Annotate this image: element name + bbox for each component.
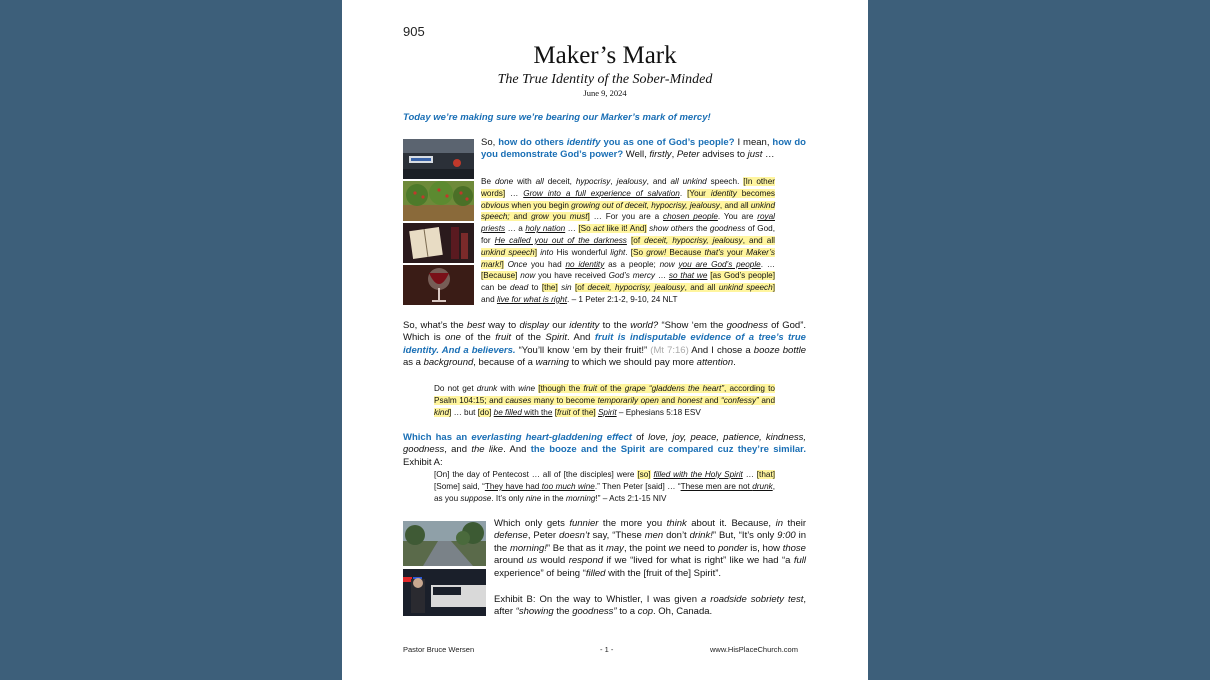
page-number: 905	[403, 24, 425, 39]
red-wine-glass-photo	[403, 265, 474, 305]
intro-paragraph: So, how do others identify you as one of God’s people? I mean, how do you demonstrate God’s power? Well, firstly, Peter advises to just …	[481, 137, 806, 161]
footer-page: - 1 -	[600, 645, 614, 654]
heart-gladdening-paragraph: Which has an everlasting heart-gladdening effect of love, joy, peace, patience, kindness, goodness, and the like. And the booze and the Spirit are compared cuz they’re similar. Exhibit A:	[403, 432, 806, 468]
bible-and-wine-photo	[403, 223, 474, 263]
sermon-title: Maker’s Mark	[533, 42, 677, 69]
sermon-subtitle: The True Identity of the Sober-Minded	[497, 72, 713, 87]
police-car-photo	[403, 569, 486, 616]
fruit-paragraph: So, what’s the best way to display our identity to the world? “Show ‘em the goodness of God”. Which is one of the fruit of the Spirit. And fruit is indisputable evidence of a tree’s true identity. And a believers. “You’ll know ‘em by their fruit!” (Mt 7:16) And I chose a booze bottle as a background, because of a warning to which we should pay more attention.	[403, 320, 807, 369]
exhibit-b-paragraph: Exhibit B: On the way to Whistler, I was given a roadside sobriety test, after “showing the goodness” to a cop. Oh, Canada.	[494, 594, 806, 618]
sermon-date: June 9, 2024	[583, 88, 627, 98]
lead-sentence: Today we’re making sure we’re bearing our Marker’s mark of mercy!	[403, 112, 711, 123]
scripture-quote-1-peter: Be done with all deceit, hypocrisy, jealousy, and all unkind speech. [In other words] … Grow into a full experience of salvation. [Your identity becomes obvious when you begin growing out of deceit, hypocrisy, jealousy, and all unkind speech; and grow you must] … For you are a chosen people. You are royal priests … a holy nation … [So act like it! And] show others the goodness of God, for He called you out of the darkness [of deceit, hypocrisy, jealousy, and all unkind speech] into His wonderful light. [So grow! Because that’s your Maker’s mark!] Once you had no identity as a people; now you are God’s people. … [Because] now you have received God’s mercy … so that we [as God’s people] can be dead to [the] sin [of deceit, hypocrisy, jealousy, and all unkind speech] and live for what is right. – 1 Peter 2:1-2, 9-10, 24 NLT	[481, 177, 776, 304]
scripture-quote-ephesians: Do not get drunk with wine [though the fruit of the grape “gladdens the heart”, according to Psalm 104:15; and causes many to become temporarily open and honest and “confessy” and kind] … but [do] be filled with the [fruit of the] Spirit – Ephesians 5:18 ESV	[434, 384, 776, 417]
car-bumper-sticker-photo	[403, 139, 474, 179]
orchard-tree-photo	[403, 181, 474, 221]
funnier-paragraph: Which only gets funnier the more you think about it. Because, in their defense, Peter doesn’t say, “These men don’t drink!” But, “It’s only 9:00 in the morning!” Be that as it may, the point we need to ponder is, how those around us would respond if we “lived for what is right” like we had “a full experience” of being “filled with the [fruit of the] Spirit”.	[494, 518, 806, 579]
scripture-quote-acts: [On] the day of Pentecost … all of [the disciples] were [so] filled with the Holy Spirit … [that] [Some] said, “They have had too much wine.” Then Peter [said] … “These men are not drunk, as you suppose. It’s only nine in the morning!” – Acts 2:1-15 NIV	[434, 470, 775, 503]
footer-website[interactable]: www.HisPlaceChurch.com	[710, 645, 798, 654]
rainy-road-photo	[403, 521, 486, 566]
document-page	[342, 0, 868, 680]
footer-author: Pastor Bruce Wersen	[403, 645, 475, 654]
